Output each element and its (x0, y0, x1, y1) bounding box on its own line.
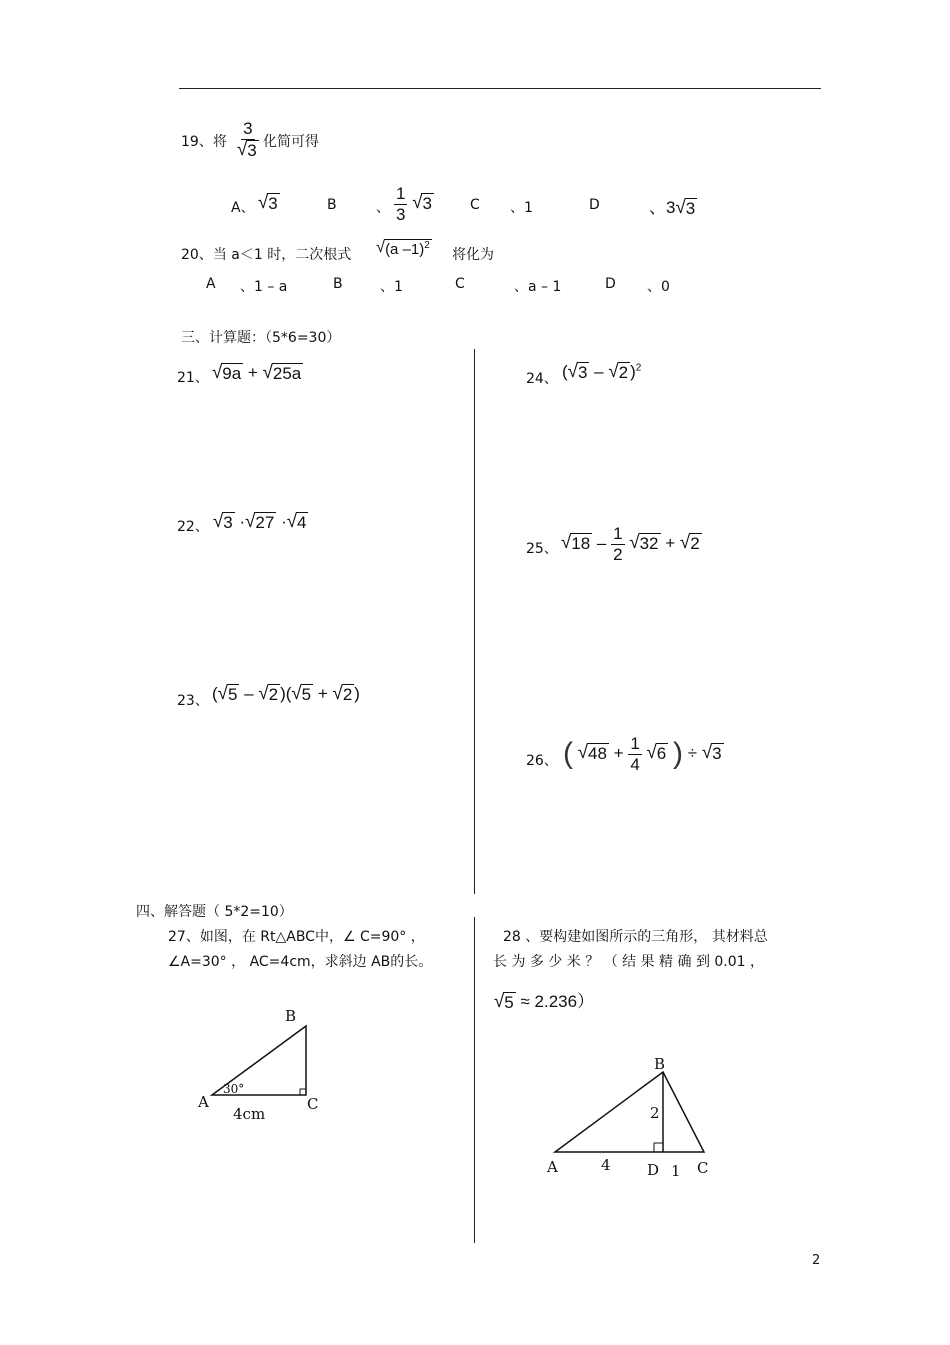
triangle-abc (555, 1072, 704, 1152)
vertex-label-b: B (285, 1007, 297, 1025)
q20-option-b-label: B (333, 276, 343, 292)
q20-option-a-label: A (206, 276, 216, 292)
q23-expression: ( √ 5 – √ 2 )( √ 5 + √ 2 ) (212, 682, 360, 704)
vertex-label-a: A (547, 1158, 558, 1176)
vertex-label-a: A (198, 1093, 209, 1111)
q19-option-c-label: C (470, 197, 480, 213)
section3-heading: 三、计算题：（5*6=30） (181, 330, 341, 346)
column-divider-upper (474, 349, 475, 894)
q28-approx: √ 5 ≈ 2.236） (494, 989, 595, 1012)
vertex-label-d: D (647, 1161, 660, 1179)
triangle-figure-27 (190, 1000, 340, 1130)
q20-suffix: 将化为 (452, 247, 494, 263)
q22-expression: √ 3 · √ 27 · √ 4 (213, 510, 307, 532)
q20-option-b: 、1 (380, 279, 403, 295)
segment-ad-label: 4 (601, 1156, 611, 1174)
header-rule (179, 88, 821, 89)
height-label: 2 (650, 1104, 660, 1122)
q20-text: 20、当 a＜1 时，二次根式 (181, 247, 352, 263)
q25-expression: √ 18 – $\frac{1}{2}$ √ 32 + √ 2 (561, 524, 700, 564)
page-number: 2 (812, 1253, 821, 1268)
q19-option-a: √ 3 (258, 191, 278, 213)
q19-option-c: 、1 (510, 200, 533, 216)
vertex-label-c: C (697, 1159, 709, 1177)
q19-option-d-label: D (589, 197, 600, 213)
q20-option-d-label: D (605, 276, 616, 292)
vertex-label-b: B (654, 1055, 666, 1073)
triangle-figure-28 (540, 1050, 720, 1185)
base-length-label: 4cm (233, 1105, 266, 1123)
q27-line1: 27、如图，在 Rt△ABC中，∠ C=90° ， (168, 929, 425, 945)
q19-number: 19、将 (181, 134, 227, 150)
q25-number: 25、 (526, 541, 558, 557)
q19-fraction: 3 √ 3 (237, 119, 257, 160)
q23-number: 23、 (177, 693, 209, 709)
q28-line1: 28 、要构建如图所示的三角形， 其材料总 (503, 929, 768, 945)
angle-label: 30° (223, 1082, 245, 1096)
q19-option-a-label: A、 (231, 200, 255, 216)
right-angle-marker (300, 1089, 306, 1095)
right-angle-marker (654, 1143, 663, 1152)
q24-expression: ( √ 3 – √ 2 )$^2$ (562, 360, 642, 382)
q19-option-b-label: B (327, 197, 337, 213)
section4-heading: 四、解答题（ 5*2=10） (136, 904, 293, 920)
q19-option-b-sep: 、 (376, 200, 390, 216)
q20-option-d: 、0 (647, 279, 670, 295)
q20-option-a: 、1 – a (240, 279, 288, 295)
column-divider-lower (474, 917, 475, 1243)
q21-number: 21、 (177, 370, 209, 386)
q22-number: 22、 (177, 519, 209, 535)
q26-number: 26、 (526, 753, 558, 769)
q20-option-c-label: C (455, 276, 465, 292)
segment-dc-label: 1 (671, 1162, 681, 1180)
q27-line2: ∠A=30° ， AC=4cm，求斜边 AB的长。 (168, 954, 433, 970)
q26-expression: ( √ 48 + $\frac{1}{4}$ √ 6 ) ÷ √ 3 (563, 734, 722, 774)
q21-expression: √ 9a + √ 25a (212, 361, 302, 383)
q24-number: 24、 (526, 371, 558, 387)
q19-option-b: $\frac{1}{3}$ √ 3 (396, 184, 432, 224)
q20-radical: √ (a –1)$^2$ (376, 238, 430, 258)
q19-suffix: 化简可得 (263, 134, 319, 150)
vertex-label-c: C (307, 1095, 319, 1113)
q19-option-d: 、3 √ 3 (649, 195, 696, 218)
q20-option-c: 、a – 1 (514, 279, 562, 295)
q28-line2: 长 为 多 少 米 ？ （ 结 果 精 确 到 0.01 ， (493, 954, 765, 970)
